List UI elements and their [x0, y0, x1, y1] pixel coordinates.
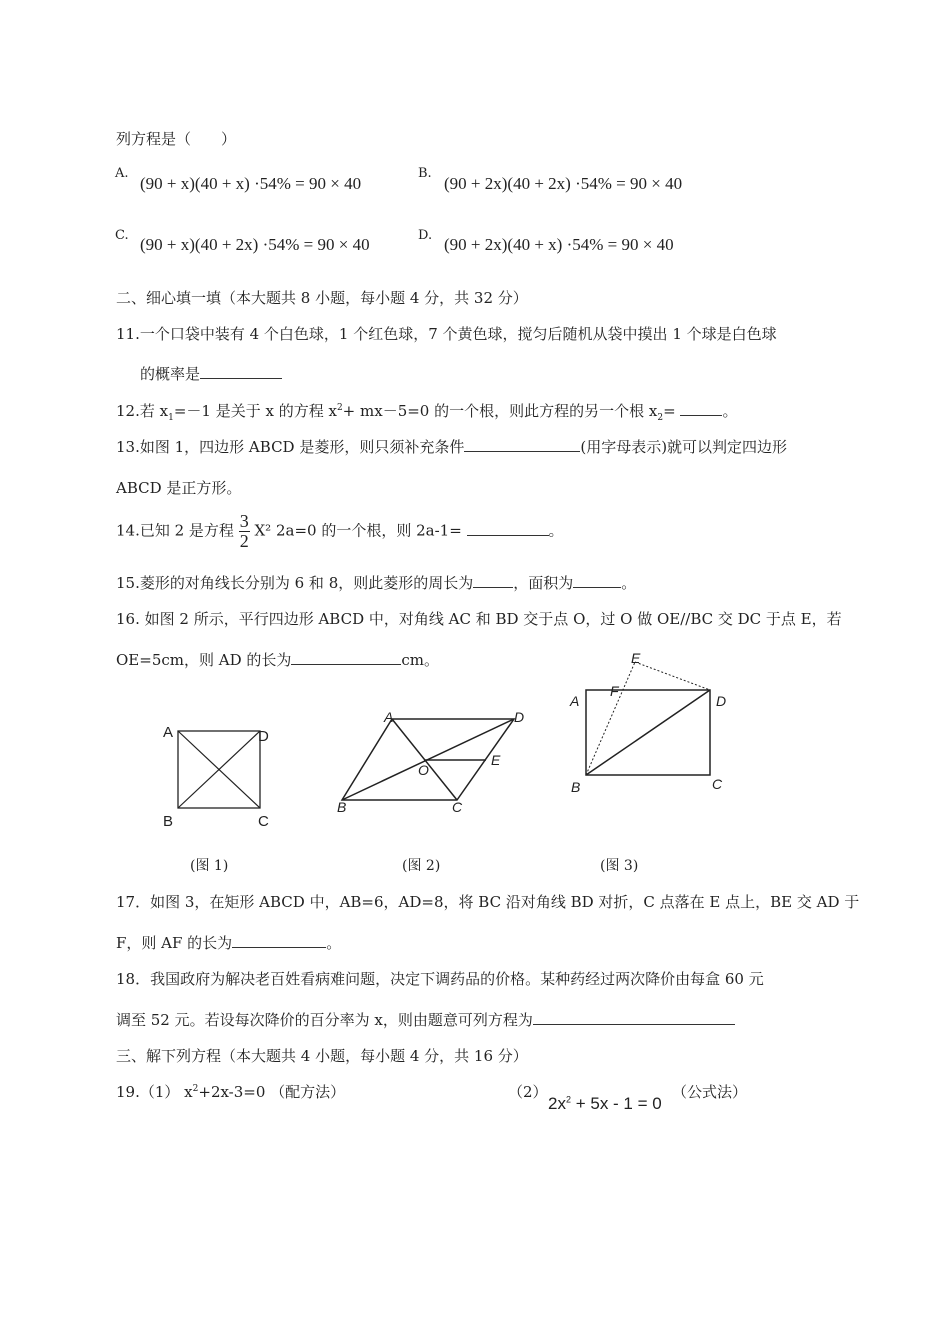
question-13-line1: 13.如图 1，四边形 ABCD 是菱形，则只须补充条件 (用字母表示)就可以判定四边形: [116, 438, 788, 456]
option-a-equation: (90 + x)(40 + x) ·54% = 90 × 40: [140, 174, 362, 193]
option-d-letter: D.: [418, 228, 433, 243]
question-14: 14.已知 2 是方程 $\frac{3}{2}$ X² 2a=0 的一个根，则 2a-1= 。: [116, 511, 564, 551]
answer-blank[interactable]: [464, 439, 580, 452]
fig3-label-f: F: [610, 683, 619, 699]
fig1-label-d: D: [258, 728, 269, 745]
question-18-line1: 18．我国政府为解决老百姓看病难问题，决定下调药品的价格。某种药经过两次降价由每盒 60 元: [116, 970, 764, 988]
option-a-letter: A.: [115, 166, 129, 181]
option-b-equation: (90 + 2x)(40 + 2x) ·54% = 90 × 40: [444, 174, 683, 193]
question-12: 12.若 $x_1=-1$ 是关于 x 的方程 $x^2+ mx-5=0$ 的一个根，则此方程的另一个根 $x_2=$ 。: [116, 402, 738, 423]
fig2-label-a: A: [384, 709, 394, 725]
option-d-equation: (90 + 2x)(40 + x) ·54% = 90 × 40: [444, 235, 674, 254]
fig3-caption: (图 3): [600, 858, 639, 874]
answer-blank[interactable]: [473, 575, 513, 588]
answer-blank[interactable]: [232, 935, 326, 948]
question-18-line2: 调至 52 元。若设每次降价的百分率为 x，则由题意可列方程为: [116, 1009, 735, 1030]
fig1-caption: (图 1): [190, 858, 229, 874]
fig1-label-a: A: [163, 724, 174, 741]
answer-blank[interactable]: [200, 366, 282, 379]
fig2-label-o: O: [418, 762, 429, 778]
fig3-label-b: B: [571, 779, 581, 795]
question-16-line1: 16. 如图 2 所示，平行四边形 ABCD 中，对角线 AC 和 BD 交于点 O，过 O 做 OE//BC 交 DC 于点 E，若: [116, 610, 842, 628]
question-19-part1: 19.（1） $x^2+2x-3=0$ （配方法）: [116, 1083, 346, 1101]
fig2-label-c: C: [452, 799, 463, 815]
fig2-label-b: B: [337, 799, 347, 815]
answer-blank[interactable]: [680, 403, 722, 416]
fig2-label-d: D: [514, 709, 525, 725]
section-2-heading: 二、细心填一填（本大题共 8 小题，每小题 4 分，共 32 分）: [116, 289, 528, 307]
answer-blank[interactable]: [467, 523, 549, 536]
option-c-equation: (90 + x)(40 + 2x) ·54% = 90 × 40: [140, 235, 370, 254]
option-c-letter: C.: [115, 228, 129, 243]
question-15: 15.菱形的对角线长分别为 6 和 8，则此菱形的周长为 ，面积为 。: [116, 574, 637, 592]
fig2-label-e: E: [491, 752, 501, 768]
question-10-tail: 列方程是（ ）: [116, 130, 237, 148]
answer-blank[interactable]: [533, 1012, 735, 1025]
question-19-part2-method: （公式法）: [672, 1083, 748, 1101]
figure-3-rectangle: [570, 650, 730, 785]
question-11-line2: 的概率是: [140, 363, 282, 384]
fig1-label-c: C: [258, 813, 269, 830]
fraction: $\frac{3}{2}$: [239, 511, 249, 551]
question-17-line2: F，则 AF 的长为 。: [116, 934, 342, 952]
figure-1-square: [170, 725, 270, 815]
section-3-heading: 三、解下列方程（本大题共 4 小题，每小题 4 分，共 16 分）: [116, 1047, 528, 1065]
question-19-part2-label: （2）: [508, 1083, 548, 1101]
question-19-part2-equation: $2x^2 + 5x - 1 = 0$: [548, 1094, 662, 1113]
fig3-label-c: C: [712, 776, 723, 792]
question-17-line1: 17．如图 3，在矩形 ABCD 中，AB=6，AD=8，将 BC 沿对角线 BD 对折，C 点落在 E 点上，BE 交 AD 于: [116, 893, 860, 911]
fig2-caption: (图 2): [402, 858, 441, 874]
fig1-label-b: B: [163, 813, 174, 830]
fig3-label-d: D: [716, 693, 727, 709]
question-11-line1: 11.一个口袋中装有 4 个白色球，1 个红色球，7 个黄色球，搅匀后随机从袋中摸出 1 个球是白色球: [116, 325, 777, 343]
fig3-label-a: A: [570, 693, 580, 709]
question-13-line2: ABCD 是正方形。: [116, 479, 242, 497]
option-b-letter: B.: [418, 166, 432, 181]
question-16-line2: OE=5cm，则 AD 的长为 cm。: [116, 651, 440, 669]
answer-blank[interactable]: [291, 652, 401, 665]
fig3-label-e: E: [631, 650, 641, 666]
answer-blank[interactable]: [573, 575, 621, 588]
